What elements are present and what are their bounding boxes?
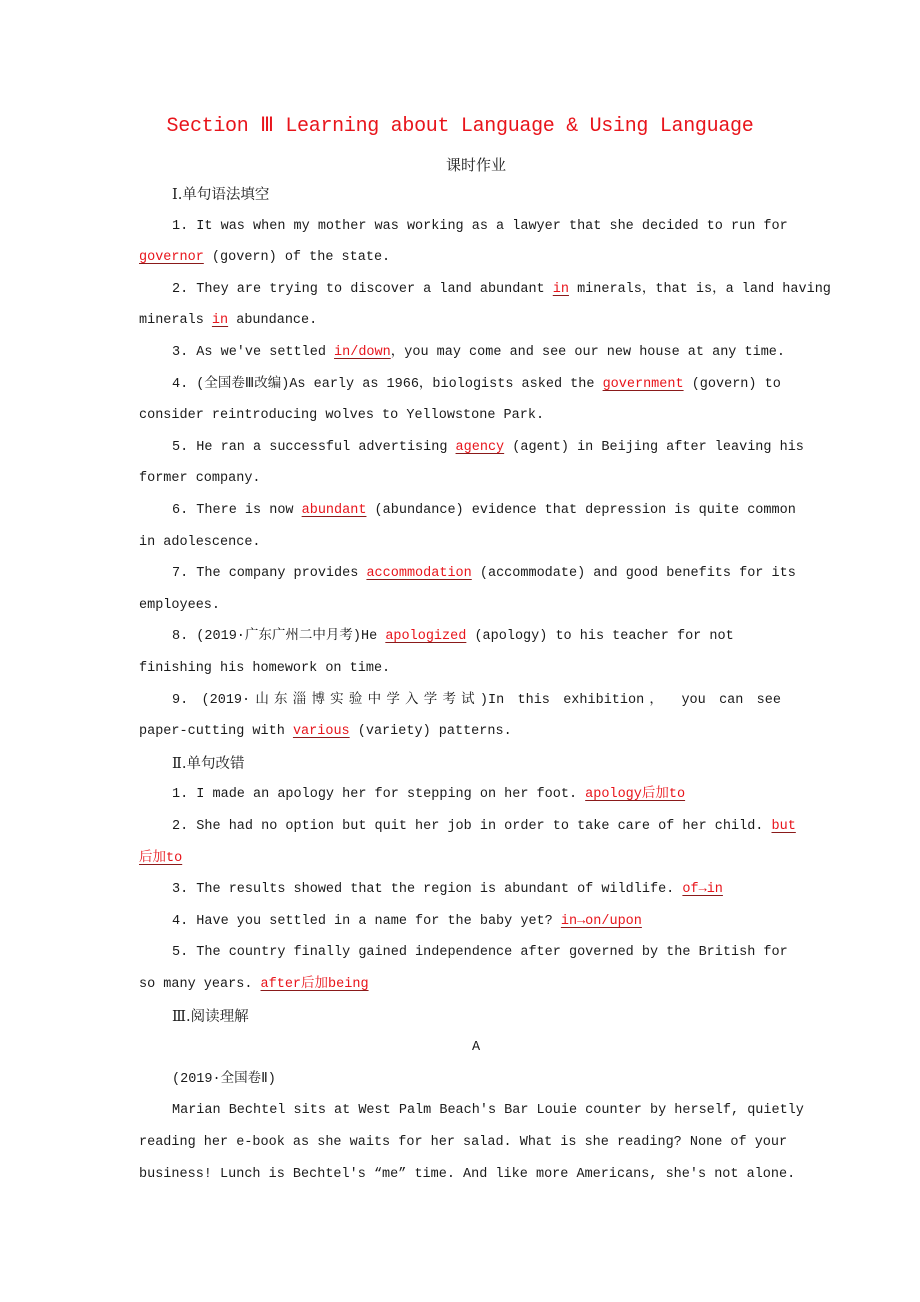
line-text: 4. Have you settled in a name for the baby yet? — [172, 913, 561, 929]
line-text: A — [471, 1040, 481, 1056]
text-line — [139, 405, 544, 427]
line-text: 1. I made an apology her for stepping on her foot. — [172, 787, 586, 803]
line-text: 8. (2019·广东广州二中月考)He — [172, 629, 386, 645]
line-text: abundance. — [228, 313, 318, 329]
line-text: finishing his homework on time. — [139, 661, 391, 676]
line-text: so many years. — [139, 977, 261, 992]
line-text: (govern) to — [683, 376, 781, 392]
line-text: 2. She had no option but quit her job in order to take care of her child. — [172, 819, 772, 834]
answer-text: but — [771, 819, 796, 834]
line-text: consider reintroducing wolves to Yellowstone Park. — [139, 408, 545, 424]
answer-text: agency — [455, 439, 505, 455]
text-line — [139, 1164, 795, 1186]
answer-text: after后加being — [260, 977, 369, 992]
line-text: ，you may come and see our new house at any time. — [390, 345, 786, 360]
line-text: Ⅱ.单句改错 — [172, 755, 245, 772]
line-text: 4. (全国卷Ⅲ改编)As early as 1966，biologists asked the — [172, 376, 603, 392]
text-line — [139, 626, 734, 648]
text-line — [0, 1037, 920, 1059]
line-text: Ⅲ.阅读理解 — [172, 1008, 249, 1025]
line-text: 3. As we've settled — [172, 345, 335, 360]
text-line — [139, 1069, 276, 1091]
line-text: paper-cutting with — [139, 724, 293, 740]
text-line — [139, 658, 390, 680]
answer-text: in — [211, 313, 229, 329]
answer-text: in→on/upon — [560, 913, 642, 929]
line-text: 9. (2019·山东淄博实验中学入学考试)In this exhibition， you can see — [172, 692, 781, 708]
text-line — [139, 911, 642, 933]
text-line — [139, 942, 788, 964]
answer-text: of→in — [682, 882, 723, 898]
line-text: 2. They are trying to discover a land abundant — [172, 281, 553, 297]
text-line — [139, 374, 781, 396]
text-line — [139, 1132, 787, 1154]
text-line — [139, 848, 182, 870]
text-line — [139, 879, 723, 901]
text-line — [139, 784, 685, 806]
text-line — [139, 310, 317, 332]
text-line — [139, 816, 796, 838]
line-text: (govern) of the state. — [203, 250, 391, 266]
answer-text: government — [602, 376, 684, 392]
line-text: minerals，that is，a land having — [568, 281, 831, 297]
answer-text: apologized — [385, 629, 467, 645]
answer-text: various — [292, 724, 350, 740]
text-line — [139, 532, 261, 554]
section-heading — [139, 184, 269, 206]
text-line — [139, 437, 804, 459]
line-text: (variety) patterns. — [349, 724, 512, 740]
text-line — [139, 721, 512, 743]
line-text: minerals — [139, 313, 212, 329]
answer-text: governor — [139, 250, 204, 266]
line-text: 5. He ran a successful advertising — [172, 439, 456, 455]
line-text: 3. The results showed that the region is abundant of wildlife. — [172, 882, 683, 898]
answer-text: apology后加to — [585, 787, 686, 803]
line-text: Marian Bechtel sits at West Palm Beach's Bar Louie counter by herself, quietly — [172, 1103, 804, 1119]
line-text: (2019·全国卷Ⅱ) — [172, 1071, 276, 1087]
text-line — [139, 247, 390, 269]
text-line — [139, 500, 796, 522]
answer-text: in/down — [334, 345, 391, 360]
text-line — [139, 563, 796, 585]
line-text: (apology) to his teacher for not — [466, 629, 734, 645]
answer-text: abundant — [301, 503, 367, 518]
line-text: business! Lunch is Bechtel's “me” time. And like more Americans, she's not alone. — [139, 1166, 796, 1182]
page-subtitle: 课时作业 — [445, 156, 506, 174]
text-line — [139, 1100, 804, 1122]
text-line — [139, 279, 831, 301]
line-text: 1. It was when my mother was working as a lawyer that she decided to run for — [172, 218, 788, 234]
answer-text: 后加to — [139, 850, 183, 866]
answer-text: in — [552, 281, 569, 297]
text-line — [139, 974, 369, 996]
text-line — [139, 342, 785, 364]
line-text: 7. The company provides — [172, 566, 367, 582]
line-text: 5. The country finally gained independence after governed by the British for — [172, 945, 788, 961]
line-text: former company. — [139, 471, 261, 487]
line-text: (accommodate) and good benefits for its — [471, 566, 796, 582]
section-heading — [139, 1006, 249, 1028]
text-line — [139, 595, 220, 617]
line-text: employees. — [139, 597, 221, 613]
line-text: (agent) in Beijing after leaving his — [504, 439, 804, 455]
section-heading — [139, 753, 244, 775]
line-text: 6. There is now — [172, 503, 302, 518]
line-text: reading her e-book as she waits for her salad. What is she reading? None of your — [139, 1135, 788, 1150]
line-text: Ⅰ.单句语法填空 — [172, 187, 270, 203]
text-line — [139, 690, 781, 712]
page-title: Section Ⅲ Learning about Language & Using Language — [166, 115, 754, 138]
line-text: (abundance) evidence that depression is quite common — [366, 503, 796, 518]
text-line — [139, 216, 788, 238]
line-text: in adolescence. — [139, 534, 261, 550]
answer-text: accommodation — [366, 566, 472, 582]
text-line — [139, 468, 261, 490]
